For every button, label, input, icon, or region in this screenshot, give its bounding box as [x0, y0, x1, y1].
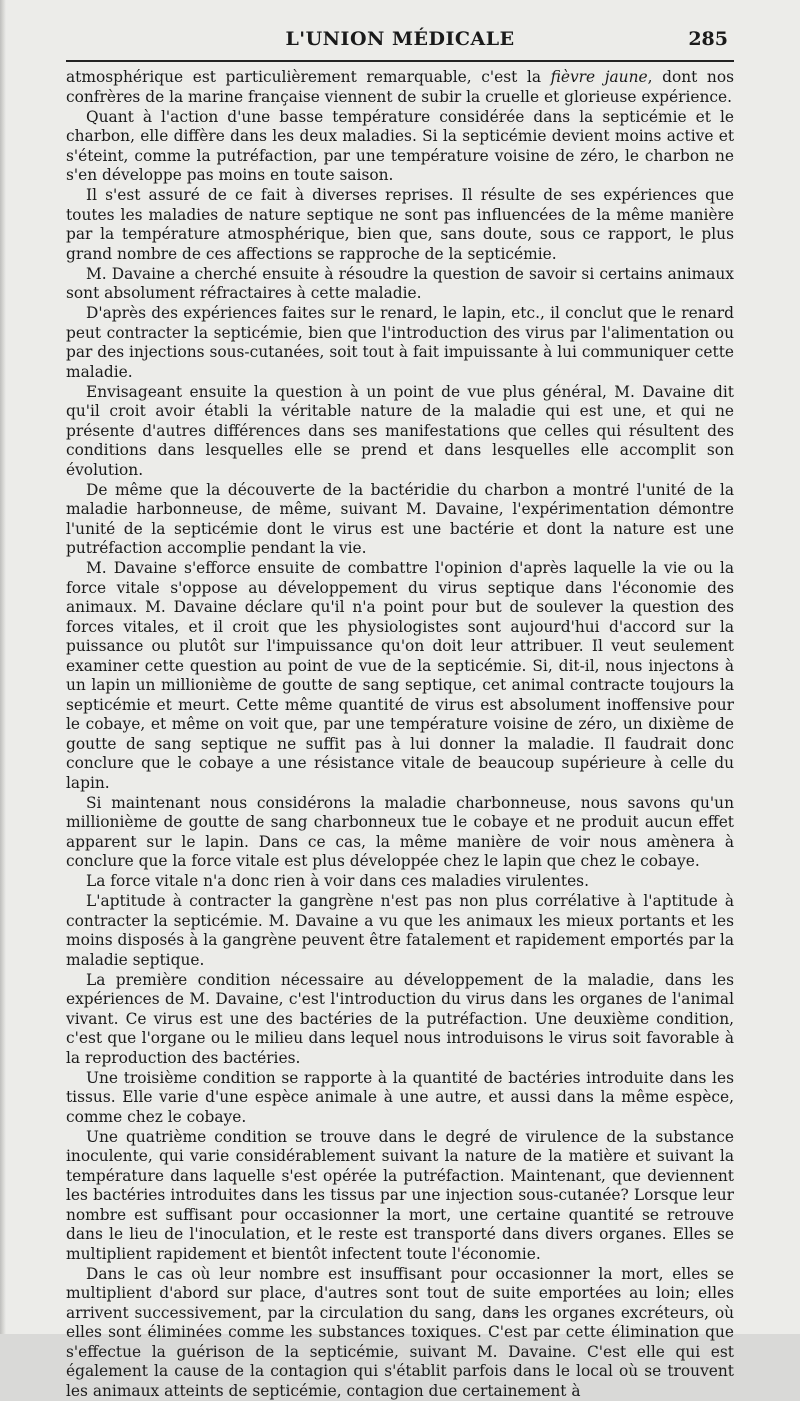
paragraph-11: L'aptitude à contracter la gangrène n'est pas non plus corrélative à l'aptitude à contracter la septicémie. M. Davaine a vu que les animaux les mieux portants et les moins disposés à la gangrène peuvent être fatalement et rapidement emportés par la maladie septique.	[66, 892, 734, 970]
paragraph-10: La force vitale n'a donc rien à voir dans ces maladies virulentes.	[66, 872, 734, 892]
paragraph-4: M. Davaine a cherché ensuite à résoudre la question de savoir si certains animaux sont absolument réfractaires à cette maladie.	[66, 265, 734, 304]
paragraph-8: M. Davaine s'efforce ensuite de combattre l'opinion d'après laquelle la vie ou la force vitale s'oppose au développement du virus septique dans l'économie des animaux. M. Davaine déclare qu'il n'a point pour but de soulever la question des forces vitales, et il croit que les physiologistes sont aujourd'hui d'accord sur la puissance ou plutôt sur l'impuissance qu'on doit leur attribuer. Il veut seulement examiner cette question au point de vue de la septicémie. Si, dit-il, nous injectons à un lapin un millionième de goutte de sang septique, cet animal contracte toujours la septicémie et meurt. Cette même quantité de virus est absolument inoffensive pour le cobaye, et même on voit que, par une température voisine de zéro, un dixième de goutte de sang septique ne suffit pas à lui donner la maladie. Il faudrait donc conclure que le cobaye a une résistance vitale de beaucoup supérieure à celle du lapin.	[66, 559, 734, 793]
journal-title: L'UNION MÉDICALE	[0, 28, 800, 50]
paragraph-1-italic: fièvre jaune	[551, 68, 648, 86]
paragraph-1-text-start: atmosphérique est particulièrement remarquable, c'est la	[66, 68, 551, 86]
paragraph-1	[66, 68, 734, 107]
header-rule	[66, 60, 734, 62]
paragraph-9: Si maintenant nous considérons la maladie charbonneuse, nous savons qu'un millionième de goutte de sang charbonneux tue le cobaye et ne produit aucun effet apparent sur le lapin. Dans ce cas, la même manière de voir nous amènera à conclure que la force vitale est plus développée chez le lapin que chez le cobaye.	[66, 794, 734, 872]
paragraph-5: D'après des expériences faites sur le renard, le lapin, etc., il conclut que le renard peut contracter la septicémie, bien que l'introduction des virus par l'alimentation ou par des injections sous-cutanées, soit tout à fait impuissante à lui communiquer cette maladie.	[66, 304, 734, 382]
paragraph-6: Envisageant ensuite la question à un point de vue plus général, M. Davaine dit qu'il croit avoir établi la véritable nature de la maladie qui est une, et qui ne présente d'autres différences dans ses manifestations que celles qui résultent des conditions dans lesquelles elle se prend et dans lesquelles elle accomplit son évolution.	[66, 383, 734, 481]
page-header	[0, 22, 800, 52]
footer-dash	[505, 1312, 519, 1313]
paragraph-2: Quant à l'action d'une basse température considérée dans la septicémie et le charbon, elle diffère dans les deux maladies. Si la septicémie devient moins active et s'éteint, comme la putréfaction, par une température voisine de zéro, le charbon ne s'en développe pas moins en toute saison.	[66, 108, 734, 186]
article-body	[66, 68, 734, 1401]
paragraph-1-text-end: , dont nos confrères de la marine française viennent de subir la cruelle et glorieuse expérience.	[66, 68, 734, 106]
paragraph-15: Dans le cas où leur nombre est insuffisant pour occasionner la mort, elles se multiplient d'abord sur place, d'autres sont tout de suite emportées au loin; elles arrivent successivement, par la circulation du sang, dans les organes excréteurs, où elles sont éliminées comme les substances toxiques. C'est par cette élimination que s'effectue la guérison de la septicémie, suivant M. Davaine. C'est elle qui est également la cause de la contagion qui s'établit parfois dans le local où se trouvent les animaux atteints de septicémie, contagion due certainement à	[66, 1265, 734, 1401]
paragraph-14: Une quatrième condition se trouve dans le degré de virulence de la substance inoculente, qui varie considérablement suivant la nature de la matière et suivant la température dans laquelle s'est opérée la putréfaction. Maintenant, que deviennent les bactéries introduites dans les tissus par une injection sous-cutanée? Lorsque leur nombre est suffisant pour occasionner la mort, une certaine quantité se retrouve dans le lieu de l'inoculation, et le reste est transporté dans divers organes. Elles se multiplient rapidement et bientôt infectent toute l'économie.	[66, 1128, 734, 1265]
scan-edge-shadow	[0, 0, 6, 1334]
page-number: 285	[688, 28, 728, 50]
paragraph-12: La première condition nécessaire au développement de la maladie, dans les expériences de M. Davaine, c'est l'introduction du virus dans les organes de l'animal vivant. Ce virus est une des bactéries de la putréfaction. Une deuxième condition, c'est que l'organe ou le milieu dans lequel nous introduisons le virus soit favorable à la reproduction des bactéries.	[66, 971, 734, 1069]
paragraph-13: Une troisième condition se rapporte à la quantité de bactéries introduite dans les tissus. Elle varie d'une espèce animale à une autre, et aussi dans la même espèce, comme chez le cobaye.	[66, 1069, 734, 1128]
paragraph-3: Il s'est assuré de ce fait à diverses reprises. Il résulte de ses expériences que toutes les maladies de nature septique ne sont pas influencées de la même manière par la température atmosphérique, bien que, sans doute, sous ce rapport, le plus grand nombre de ces affections se rapproche de la septicémie.	[66, 186, 734, 264]
paragraph-7: De même que la découverte de la bactéridie du charbon a montré l'unité de la maladie harbonneuse, de même, suivant M. Davaine, l'expérimentation démontre l'unité de la septicémie dont le virus est une bactérie et dont la nature est une putréfaction accomplie pendant la vie.	[66, 481, 734, 559]
